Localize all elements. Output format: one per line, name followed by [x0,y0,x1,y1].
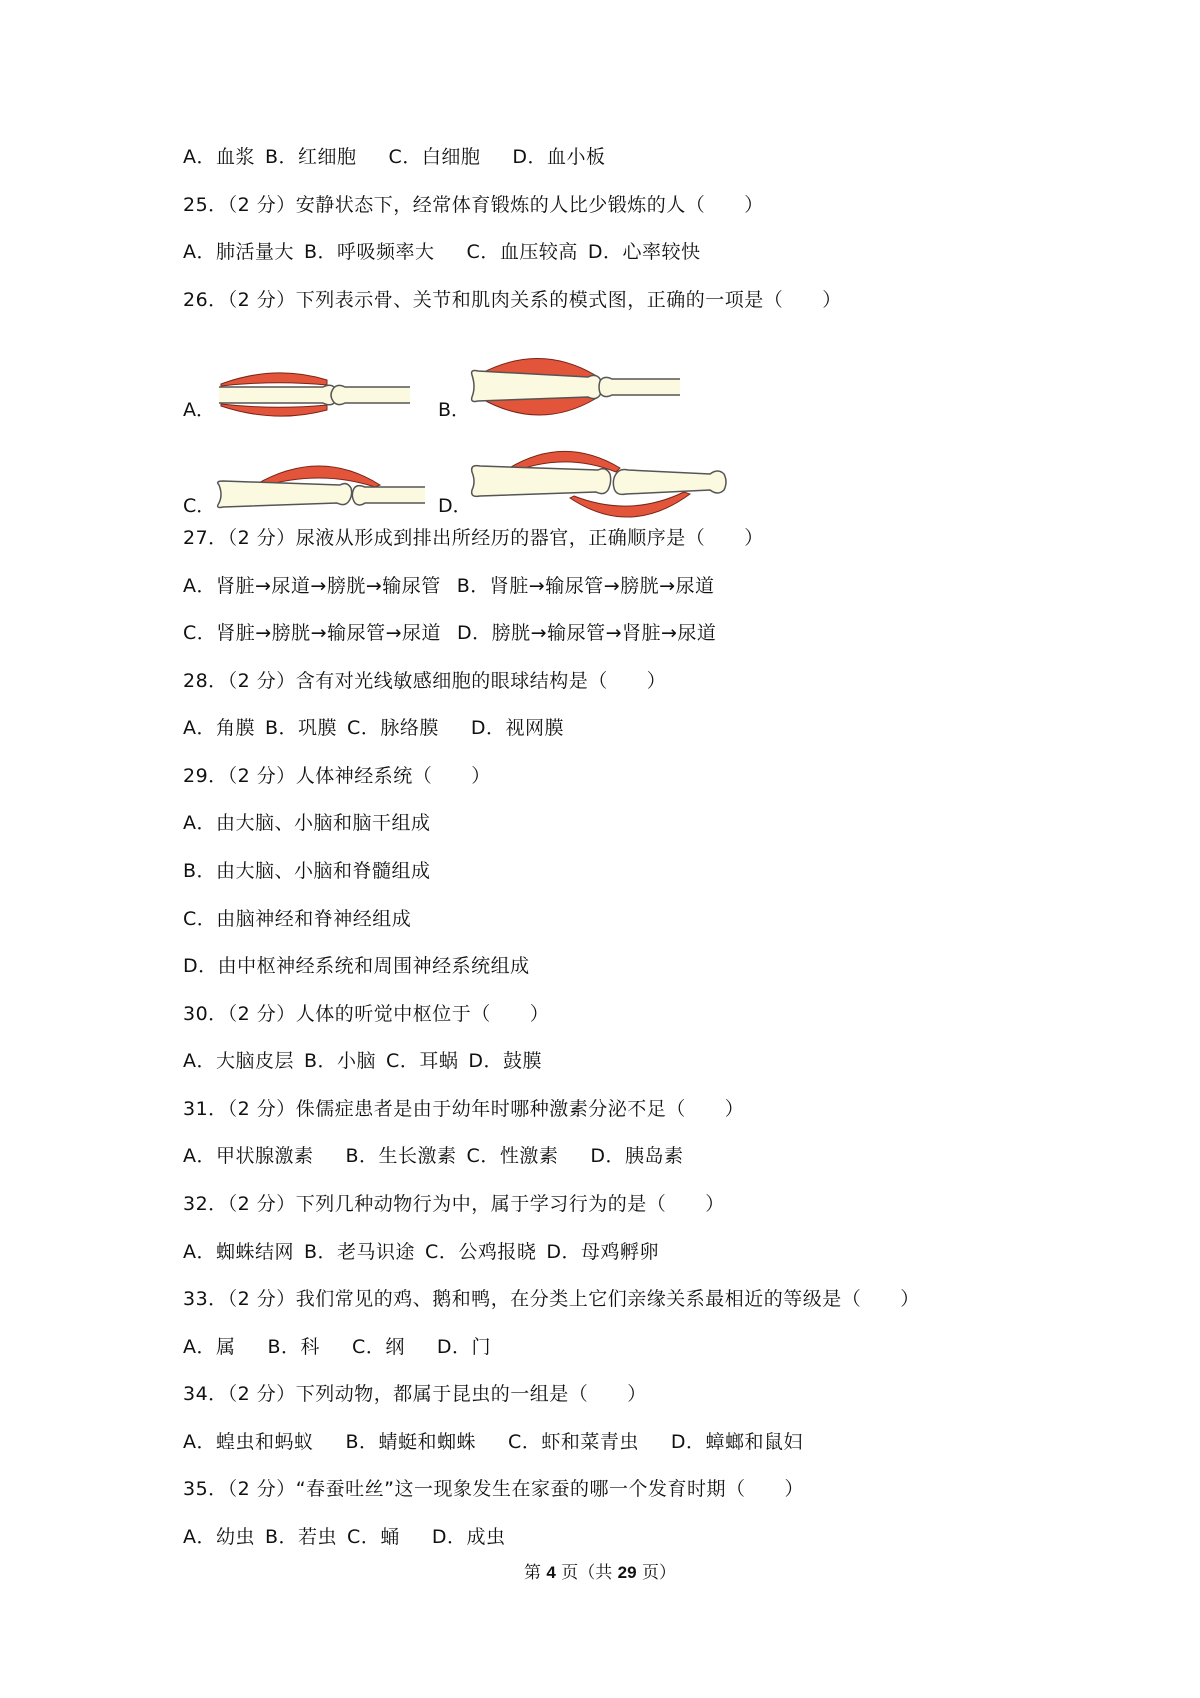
option-text: A．蝗虫和蚂蚁 [183,1431,314,1453]
option-text: C．性激素 [466,1145,559,1167]
option-text: C．蛹 [347,1526,400,1548]
question-text: 30．（2 分）人体的听觉中枢位于（ ） [183,1003,550,1025]
question-text: 32．（2 分）下列几种动物行为中，属于学习行为的是（ ） [183,1193,725,1215]
option-text: D．心率较快 [587,241,701,263]
question-text: D．由中枢神经系统和周围神经系统组成 [183,955,530,977]
figure-c-diagram [215,455,430,515]
question-text: 25．（2 分）安静状态下，经常体育锻炼的人比少锻炼的人（ ） [183,194,764,216]
options-row [183,1144,683,1168]
figure-label-a: A． [183,399,215,421]
figure-d-diagram [470,438,730,533]
figure-a-diagram [215,360,415,430]
footer-total-pages: 29 [617,1563,637,1582]
option-text: D．门 [436,1336,491,1358]
options-row [183,1525,505,1549]
options-row [183,145,605,169]
question-text: 26．（2 分）下列表示骨、关节和肌肉关系的模式图，正确的一项是（ ） [183,289,842,311]
question-text: 31．（2 分）侏儒症患者是由于幼年时哪种激素分泌不足（ ） [183,1098,745,1120]
option-text: A．甲状腺激素 [183,1145,314,1167]
option-text: B．红细胞 [265,146,357,168]
option-text: C．血压较高 [466,241,578,263]
option-text: C．耳蜗 [386,1050,459,1072]
footer-middle: 页（共 [555,1563,618,1583]
footer-prefix: 第 [523,1563,547,1583]
option-text: D．鼓膜 [468,1050,542,1072]
option-text: C．白细胞 [388,146,481,168]
option-text: D．成虫 [431,1526,506,1548]
options-row [183,621,716,645]
option-text: D．视网膜 [470,717,564,739]
option-text: D．血小板 [512,146,606,168]
question-text: C．由脑神经和脊神经组成 [183,908,412,930]
option-text: B．老马识途 [304,1241,416,1263]
option-text: A．肺活量大 [183,241,294,263]
option-text: B．巩膜 [265,717,338,739]
question-text: B．由大脑、小脑和脊髓组成 [183,860,431,882]
option-text: B．生长激素 [345,1145,457,1167]
option-text: B．科 [267,1336,321,1358]
option-text: B．蜻蜓和蜘蛛 [345,1431,477,1453]
question-text: 27．（2 分）尿液从形成到排出所经历的器官，正确顺序是（ ） [183,527,764,549]
option-text: C．纲 [352,1336,405,1358]
question-text: 29．（2 分）人体神经系统（ ） [183,765,491,787]
question-text: 33．（2 分）我们常见的鸡、鹅和鸭，在分类上它们亲缘关系最相近的等级是（ ） [183,1288,920,1310]
figure-label-b: B． [438,399,471,421]
page-footer [0,1558,1200,1583]
footer-page-number: 4 [546,1563,556,1582]
option-text: A．血浆 [183,146,255,168]
question-text: 28．（2 分）含有对光线敏感细胞的眼球结构是（ ） [183,670,667,692]
option-text: B．若虫 [265,1526,338,1548]
question-text: 35．（2 分）“春蚕吐丝”这一现象发生在家蚕的哪一个发育时期（ ） [183,1478,804,1500]
option-text: C．脉络膜 [347,717,439,739]
figure-label-c: C． [183,495,216,517]
options-row [183,1430,803,1454]
option-text: A．幼虫 [183,1526,255,1548]
option-text: A．肾脏→尿道→膀胱→输尿管 [183,575,441,597]
option-text: C．肾脏→膀胱→输尿管→尿道 [183,622,442,644]
question-text: 34．（2 分）下列动物，都属于昆虫的一组是（ ） [183,1383,647,1405]
option-text: A．属 [183,1336,236,1358]
option-text: A．大脑皮层 [183,1050,294,1072]
option-text: D．蟑螂和鼠妇 [670,1431,803,1453]
options-row [183,1335,491,1359]
question-text: A．由大脑、小脑和脑干组成 [183,812,431,834]
options-row [183,1049,542,1073]
options-row [183,240,700,264]
option-text: D．膀胱→输尿管→肾脏→尿道 [457,622,717,644]
option-text: B．小脑 [304,1050,377,1072]
option-text: A．蜘蛛结网 [183,1241,294,1263]
option-text: B．肾脏→输尿管→膀胱→尿道 [456,575,715,597]
option-text: C．公鸡报晓 [425,1241,537,1263]
option-text: D．胰岛素 [590,1145,684,1167]
option-text: D．母鸡孵卵 [546,1241,659,1263]
footer-suffix: 页） [636,1563,676,1583]
options-row [183,574,715,598]
options-row [183,1240,659,1264]
figure-label-d: D． [438,495,472,517]
option-text: A．角膜 [183,717,255,739]
option-text: B．呼吸频率大 [304,241,435,263]
option-text: C．虾和菜青虫 [508,1431,639,1453]
options-row [183,716,564,740]
figure-b-diagram [470,345,690,430]
